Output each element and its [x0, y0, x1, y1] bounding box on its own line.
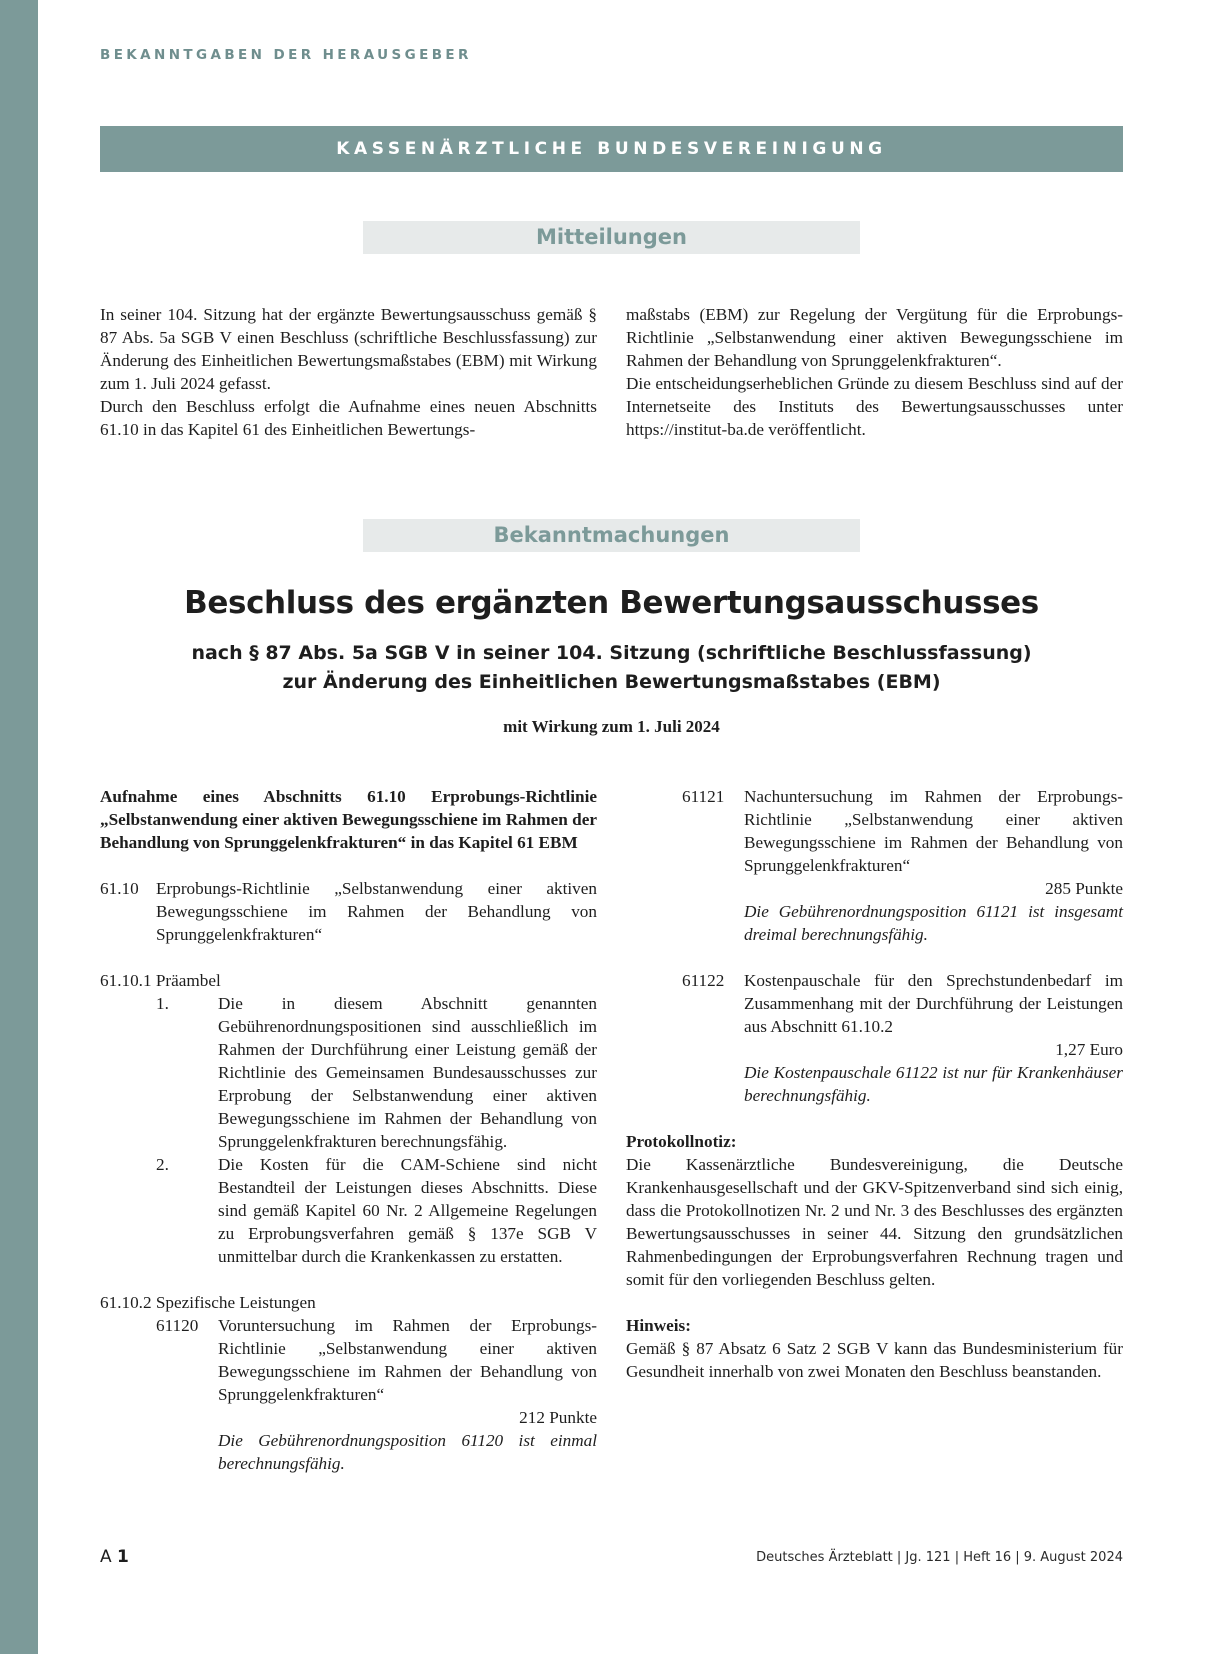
subtitle-line: zur Änderung des Einheitlichen Bewertungsmaßstabes (EBM): [282, 671, 941, 693]
fee-code: 61121: [682, 787, 725, 806]
fee-amount: 1,27 Euro: [1055, 1040, 1123, 1059]
section-61-10: [100, 877, 597, 946]
fee-code: 61122: [682, 971, 725, 990]
fee-note: Die Gebührenordnungsposition 61120 ist einmal berechnungsfähig.: [218, 1431, 597, 1473]
fee-note: Die Gebührenordnungsposition 61121 ist insgesamt dreimal berechnungsfähig.: [744, 902, 1123, 944]
subtitle-line: nach § 87 Abs. 5a SGB V in seiner 104. Sitzung (schriftliche Beschlussfassung): [191, 642, 1032, 664]
protokollnotiz-text: Die Kassenärztliche Bundesvereinigung, die Deutsche Krankenhausgesellschaft und der GKV-Spitzenverband sind sich einig, dass die Protokollnotizen Nr. 2 und Nr. 3 des Beschlusses des ergänzten Bewertungsausschusses in seiner 44. Sitzung den grundsätzlichen Rahmenbedingungen der Erprobungsverfahren Rechnung tragen und somit für den vorliegenden Beschluss gelten.: [626, 1155, 1123, 1289]
mitteilungen-paragraph: In seiner 104. Sitzung hat der ergänzte Bewertungsausschuss gemäß § 87 Abs. 5a SGB V einen Beschluss (schriftliche Beschlussfassung) zur Änderung des Einheitlichen Bewertungsmaßstabes (EBM) mit Wirkung zum 1. Juli 2024 gefasst.: [100, 305, 597, 393]
effective-date: mit Wirkung zum 1. Juli 2024: [503, 717, 720, 736]
preamble-text: Die Kosten für die CAM-Schiene sind nicht Bestandteil der Leistungen dieses Abschnitts. Diese sind gemäß Kapitel 60 Nr. 2 Allgemeine Regelungen zu Erprobungsverfahren gemäß § 137e SGB V unmittelbar durch die Krankenkassen zu erstatten.: [218, 1155, 597, 1266]
mitteilungen-paragraph: maßstabs (EBM) zur Regelung der Vergütung für die Erprobungs-Richtlinie „Selbstanwendung einer aktiven Bewegungsschiene im Rahmen der Behandlung von Sprunggelenkfrakturen“.: [626, 305, 1123, 370]
document-subtitle: [100, 639, 1123, 697]
fee-item-61122: [626, 969, 1123, 1107]
fee-description: Kostenpauschale für den Sprechstundenbedarf im Zusammenhang mit der Durchführung der Leistungen aus Abschnitt 61.10.2: [744, 971, 1123, 1036]
hinweis-heading: Hinweis:: [626, 1316, 691, 1335]
fee-points: 212 Punkte: [519, 1408, 597, 1427]
document-title: Beschluss des ergänzten Bewertungsausschusses: [184, 585, 1039, 621]
organisation-banner: KASSENÄRZTLICHE BUNDESVEREINIGUNG: [100, 126, 1123, 172]
section-intro: Aufnahme eines Abschnitts 61.10 Erprobungs-Richtlinie „Selbstanwendung einer aktiven Bewegungsschiene im Rahmen der Behandlung von Sprunggelenkfrakturen“ in das Kapitel 61 EBM: [100, 787, 597, 852]
preamble-text: Die in diesem Abschnitt genannten Gebührenordnungspositionen sind ausschließlich im Rahmen der Durchführung einer Leistung gemäß der Richtlinie des Gemeinsamen Bundesausschusses zur Erprobung der Selbstanwendung einer aktiven Bewegungsschiene im Rahmen der Behandlung von Sprunggelenkfrakturen berechnungsfähig.: [218, 994, 597, 1151]
page-prefix: A: [100, 1547, 112, 1567]
hinweis-text: Gemäß § 87 Absatz 6 Satz 2 SGB V kann das Bundesministerium für Gesundheit innerhalb von zwei Monaten den Beschluss beanstanden.: [626, 1339, 1123, 1381]
mitteilungen-paragraph: Durch den Beschluss erfolgt die Aufnahme eines neuen Abschnitts 61.10 in das Kapitel 61 des Einheitlichen Bewertungs-: [100, 397, 597, 439]
fee-description: Voruntersuchung im Rahmen der Erprobungs-Richtlinie „Selbstanwendung einer aktiven Bewegungsschiene im Rahmen der Behandlung von Sprunggelenkfrakturen“: [218, 1316, 597, 1404]
resolution-right-column: [626, 785, 1123, 1383]
fee-note: Die Kostenpauschale 61122 ist nur für Krankenhäuser berechnungsfähig.: [744, 1063, 1123, 1105]
page-sidebar-bar: [0, 0, 38, 1654]
bekanntmachungen-heading: Bekanntmachungen: [363, 519, 860, 552]
section-label: BEKANNTGABEN DER HERAUSGEBER: [100, 47, 472, 63]
preamble-item: [100, 1153, 597, 1268]
section-61-10-2-heading: 61.10.2 Spezifische Leistungen: [100, 1293, 316, 1312]
preamble-number: 1.: [156, 994, 169, 1013]
mitteilungen-heading: Mitteilungen: [363, 221, 860, 254]
mitteilungen-paragraph: Die entscheidungserheblichen Gründe zu diesem Beschluss sind auf der Internetseite des Instituts des Bewertungsausschusses unter https://institut-ba.de veröffentlicht.: [626, 374, 1123, 439]
section-61-10-1-heading: 61.10.1 Präambel: [100, 971, 221, 990]
fee-item-61120: [100, 1314, 597, 1475]
fee-points: 285 Punkte: [1045, 879, 1123, 898]
preamble-item: [100, 992, 597, 1153]
preamble-number: 2.: [156, 1155, 169, 1174]
journal-citation: Deutsches Ärzteblatt | Jg. 121 | Heft 16 | 9. August 2024: [756, 1550, 1123, 1565]
page-number: [100, 1547, 129, 1567]
page-number-value: 1: [117, 1547, 129, 1567]
fee-description: Nachuntersuchung im Rahmen der Erprobungs-Richtlinie „Selbstanwendung einer aktiven Bewegungsschiene im Rahmen der Behandlung von Sprunggelenkfrakturen“: [744, 787, 1123, 875]
mitteilungen-right-column: [626, 303, 1123, 441]
fee-item-61121: [626, 785, 1123, 946]
section-title: Erprobungs-Richtlinie „Selbstanwendung einer aktiven Bewegungsschiene im Rahmen der Behandlung von Sprunggelenkfrakturen“: [156, 879, 597, 944]
mitteilungen-left-column: [100, 303, 597, 441]
section-number: 61.10: [100, 879, 139, 898]
protokollnotiz-heading: Protokollnotiz:: [626, 1132, 737, 1151]
fee-code: 61120: [156, 1316, 199, 1335]
resolution-left-column: [100, 785, 597, 1475]
